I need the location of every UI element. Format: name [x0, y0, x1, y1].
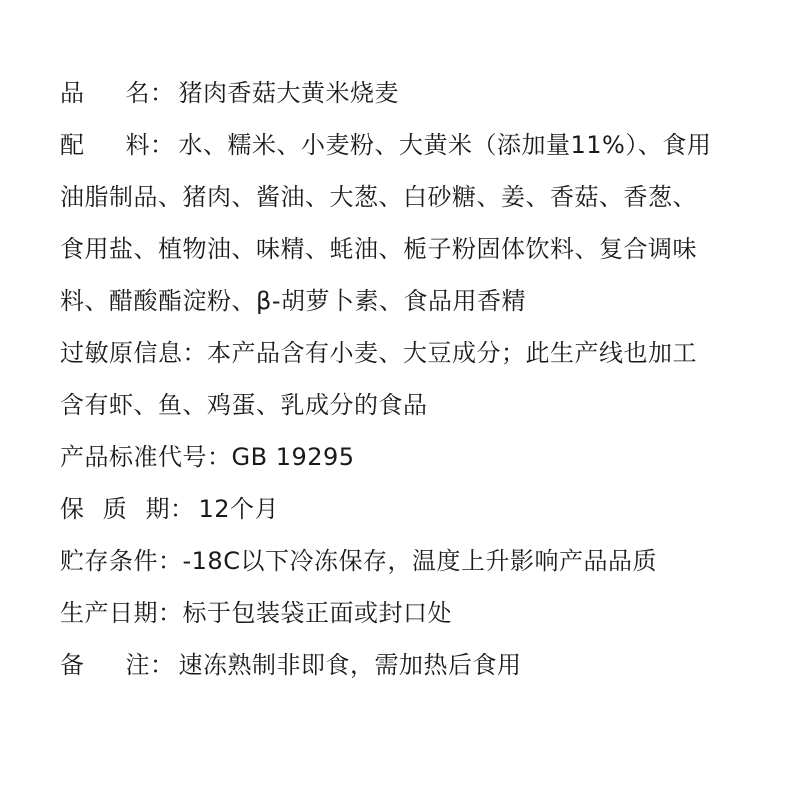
allergen-row	[60, 338, 770, 368]
standard-row	[60, 442, 770, 472]
note-row	[60, 650, 770, 680]
ingredients-line-4: 料、醋酸酯淀粉、β-胡萝卜素、食品用香精	[60, 287, 526, 315]
ingredients-key-char-1: 配	[60, 131, 85, 159]
ingredients-row	[60, 130, 770, 160]
ingredients-line-3: 食用盐、植物油、味精、蚝油、栀子粉固体饮料、复合调味	[60, 235, 697, 263]
standard-key: 产品标准代号	[60, 443, 207, 471]
production-date-value: 标于包装袋正面或封口处	[182, 599, 452, 627]
ingredients-key-char-2: 料	[125, 131, 150, 159]
product-name-row	[60, 78, 770, 108]
ingredients-line-1: 水、糯米、小麦粉、大黄米（添加量11%）、食用	[178, 131, 712, 159]
storage-row	[60, 546, 770, 576]
shelf-life-key-char-2: 质	[102, 495, 128, 523]
ingredients-line-4-row	[60, 286, 770, 316]
standard-colon: ：	[207, 443, 232, 471]
storage-key: 贮存条件	[60, 547, 158, 575]
production-date-row	[60, 598, 770, 628]
shelf-life-key-char-3: 期	[145, 495, 170, 523]
ingredients-line-2-row	[60, 182, 770, 212]
shelf-life-row	[60, 494, 770, 524]
allergen-line-1: 本产品含有小麦、大豆成分；此生产线也加工	[207, 339, 697, 367]
note-key-char-2: 注	[125, 651, 150, 679]
note-key-char-1: 备	[60, 651, 85, 679]
product-name-colon: ：	[150, 79, 175, 107]
allergen-colon: ：	[182, 339, 207, 367]
ingredients-key	[60, 130, 150, 160]
product-name-value: 猪肉香菇大黄米烧麦	[178, 79, 399, 107]
product-name-key	[60, 78, 150, 108]
shelf-life-colon: ：	[170, 495, 195, 523]
note-colon: ：	[150, 651, 175, 679]
production-date-key: 生产日期	[60, 599, 158, 627]
product-name-key-char-1: 品	[60, 79, 85, 107]
ingredients-line-3-row	[60, 234, 770, 264]
shelf-life-value: 12个月	[198, 495, 280, 523]
ingredients-line-2: 油脂制品、猪肉、酱油、大葱、白砂糖、姜、香菇、香葱、	[60, 183, 697, 211]
storage-colon: ：	[158, 547, 183, 575]
allergen-line-2: 含有虾、鱼、鸡蛋、乳成分的食品	[60, 391, 428, 419]
production-date-colon: ：	[158, 599, 183, 627]
note-value: 速冻熟制非即食，需加热后食用	[178, 651, 522, 679]
standard-value: GB 19295	[231, 443, 355, 471]
allergen-key: 过敏原信息	[60, 339, 183, 367]
allergen-line-2-row	[60, 390, 770, 420]
product-name-key-char-2: 名	[125, 79, 150, 107]
ingredients-colon: ：	[150, 131, 175, 159]
shelf-life-key-char-1: 保	[60, 495, 85, 523]
note-key	[60, 650, 150, 680]
shelf-life-key	[60, 494, 170, 524]
storage-value: -18C以下冷冻保存，温度上升影响产品品质	[182, 547, 657, 575]
